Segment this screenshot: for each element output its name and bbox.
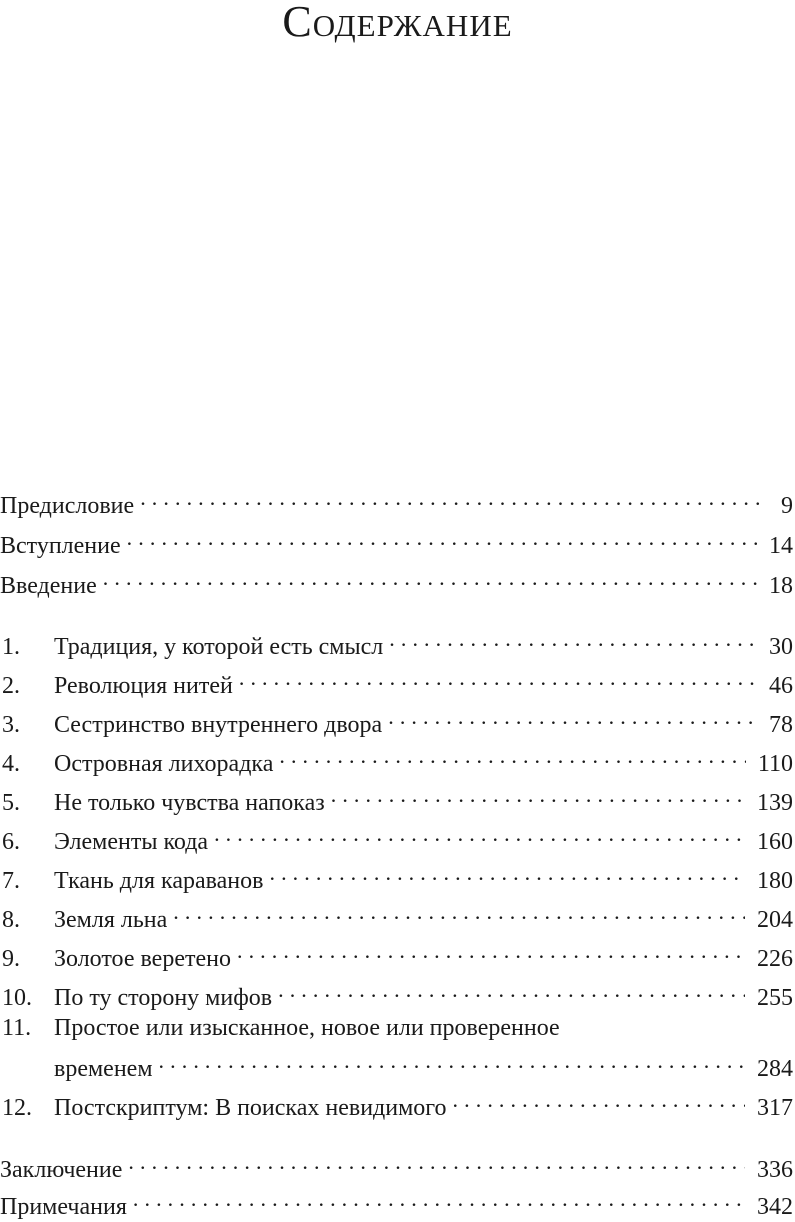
toc-chapter-11-line2[interactable] [0,1046,795,1084]
toc-entry-title: Традиция, у которой есть смысл [54,634,384,660]
toc-chapter-3[interactable] [0,702,795,740]
dot-leader [237,936,745,966]
dot-leader [331,780,745,810]
toc-entry-page: 139 [757,790,793,816]
toc-entry-title: Земля льна [54,907,168,933]
toc-chapter-10[interactable] [0,975,795,1013]
chapter-number: 5. [2,790,20,816]
dot-leader [278,975,745,1005]
toc-chapter-4[interactable] [0,741,795,779]
toc-entry-title: Ткань для караванов [54,868,264,894]
toc-entry-page: 342 [757,1194,793,1220]
toc-chapter-5[interactable] [0,780,795,818]
toc-entry-notes[interactable] [0,1184,795,1222]
chapter-number: 1. [2,634,20,660]
chapter-number: 6. [2,829,20,855]
toc-entry-page: 160 [757,829,793,855]
toc-entry-title: временем [54,1056,153,1082]
toc-entry-page: 255 [757,985,793,1011]
toc-chapter-2[interactable] [0,663,795,701]
toc-entry-preface[interactable] [0,483,795,521]
dot-leader [214,819,745,849]
toc-entry-page: 110 [757,751,793,777]
toc-entry-foreword[interactable] [0,523,795,561]
toc-entry-introduction[interactable] [0,563,795,601]
chapter-number: 7. [2,868,20,894]
toc-chapter-9[interactable] [0,936,795,974]
dot-leader [173,897,745,927]
dot-leader [389,624,757,654]
chapter-number: 10. [2,985,32,1011]
toc-entry-title: Предисловие [0,493,135,519]
toc-entry-title: Не только чувства напоказ [54,790,325,816]
toc-entry-title: Вступление [0,533,121,559]
dot-leader [133,1184,745,1214]
dot-leader [279,741,746,771]
toc-entry-page: 46 [769,673,793,699]
toc-entry-page: 18 [769,573,793,599]
toc-chapter-8[interactable] [0,897,795,935]
toc-entry-title: Островная лихорадка [54,751,274,777]
chapter-number: 4. [2,751,20,777]
dot-leader [159,1046,745,1076]
dot-leader [140,483,761,513]
toc-chapter-1[interactable] [0,624,795,662]
toc-entry-title: Заключение [0,1157,123,1183]
toc-entry-title: Постскриптум: В поисках невидимого [54,1095,447,1121]
chapter-number: 2. [2,673,20,699]
toc-entry-title: Элементы кода [54,829,209,855]
toc-entry-title: Революция нитей [54,673,233,699]
dot-leader [103,563,757,593]
toc-entry-title: Введение [0,573,97,599]
dot-leader [127,523,757,553]
dot-leader [453,1085,745,1115]
toc-chapter-6[interactable] [0,819,795,857]
toc-entry-title: Сестринство внутреннего двора [54,712,383,738]
dot-leader [269,858,745,888]
toc-entry-title: По ту сторону мифов [54,985,273,1011]
toc-entry-title: Золотое веретено [54,946,231,972]
toc-entry-title: Простое или изысканное, новое или проверенное [54,1015,560,1041]
toc-entry-page: 336 [757,1157,793,1183]
toc-chapter-12[interactable] [0,1085,795,1123]
toc-entry-page: 78 [769,712,793,738]
chapter-number: 12. [2,1095,32,1121]
chapter-number: 9. [2,946,20,972]
toc-entry-page: 14 [769,533,793,559]
page-title: Содержание [282,0,513,46]
toc-entry-conclusion[interactable] [0,1147,795,1185]
chapter-number: 8. [2,907,20,933]
chapter-number: 3. [2,712,20,738]
toc-chapter-7[interactable] [0,858,795,896]
dot-leader [128,1147,745,1177]
chapter-number: 11. [2,1015,32,1041]
toc-entry-page: 9 [781,493,793,519]
toc-entry-page: 317 [757,1095,793,1121]
toc-entry-page: 180 [757,868,793,894]
toc-entry-page: 284 [757,1056,793,1082]
dot-leader [388,702,757,732]
dot-leader [239,663,757,693]
toc-entry-page: 30 [769,634,793,660]
toc-entry-page: 204 [757,907,793,933]
toc-entry-page: 226 [757,946,793,972]
toc-entry-title: Примечания [0,1194,127,1220]
